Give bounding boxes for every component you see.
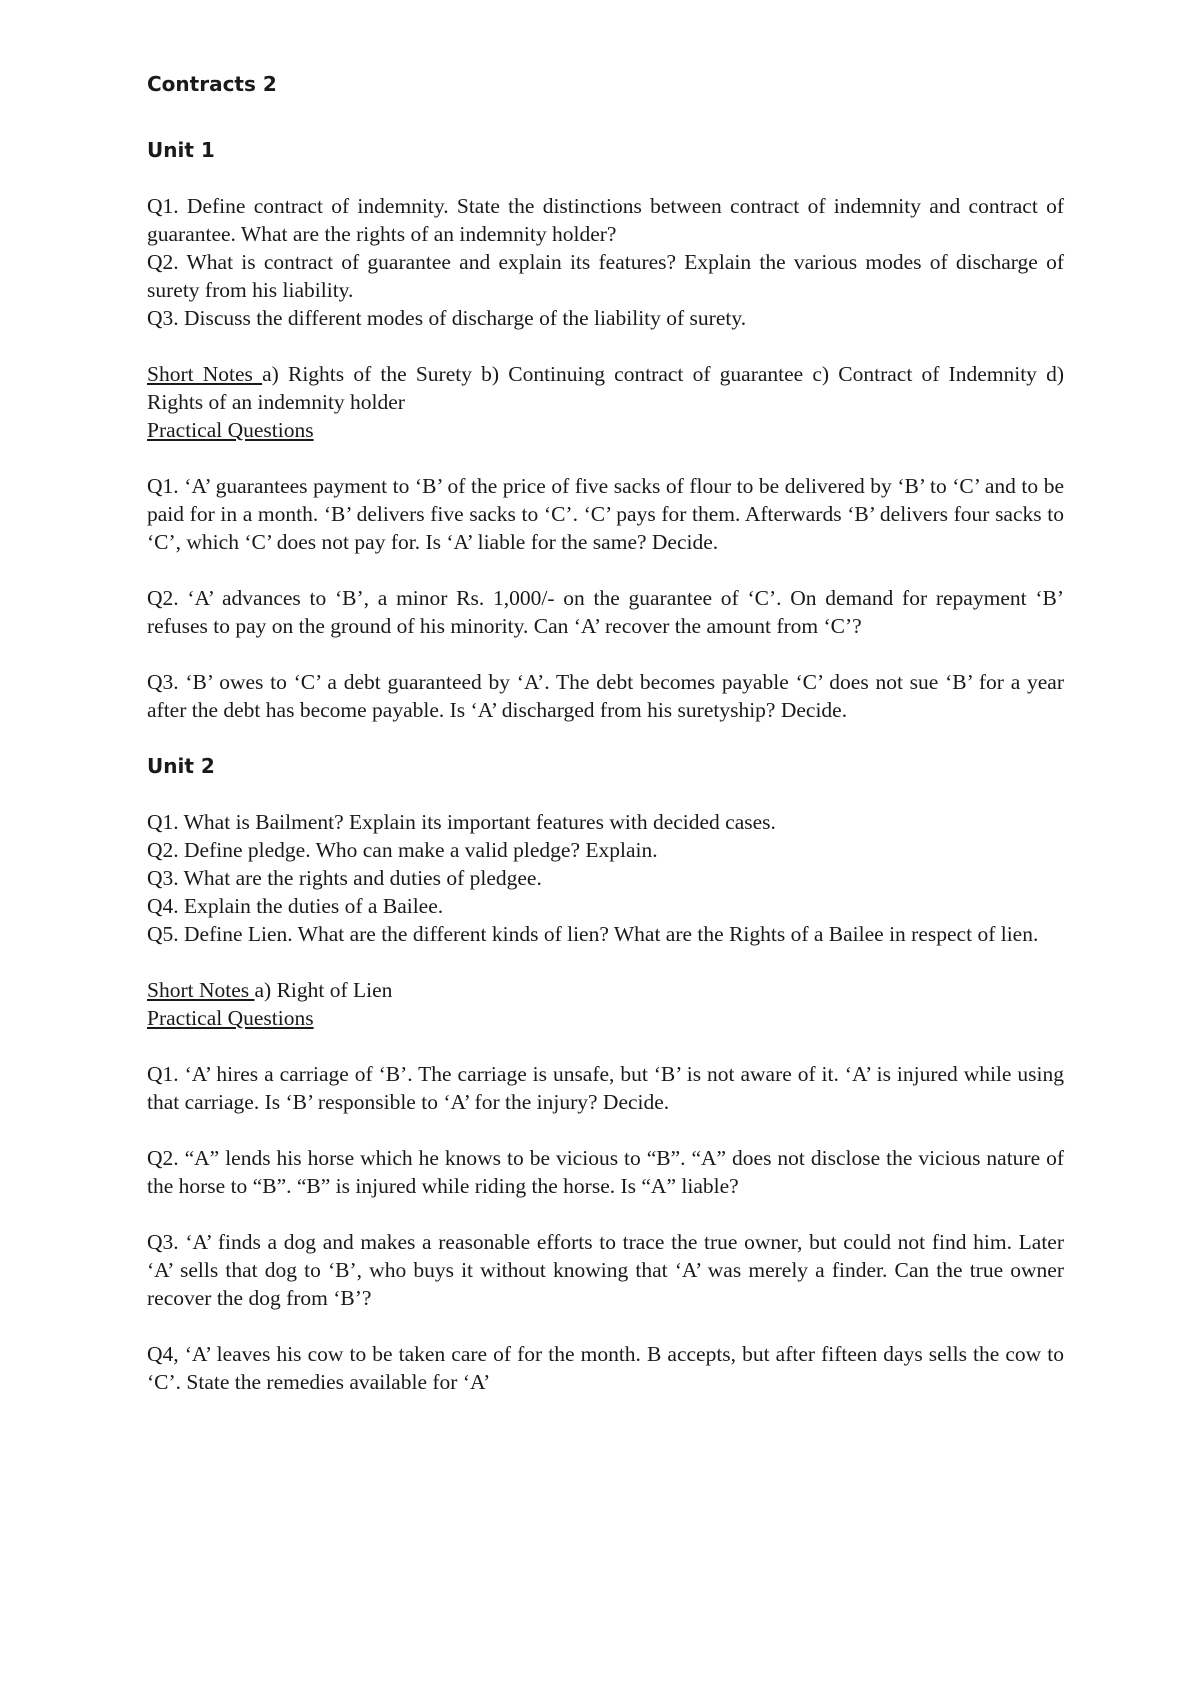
unit-1-short-notes [147,360,1064,416]
unit-1-practical-question-1: Q1. ‘A’ guarantees payment to ‘B’ of the price of five sacks of flour to be delivered by ‘B’ to ‘C’ and to be paid for in a month. ‘B’ delivers five sacks to ‘C’. ‘C’ pays for them. Afterwards ‘B’ delivers four sacks to ‘C’, which ‘C’ does not pay for. Is ‘A’ liable for the same? Decide. [147,474,1064,554]
unit-1-question-1: Q1. Define contract of indemnity. State the distinctions between contract of indemnity and contract of guarantee. What are the rights of an indemnity holder? [147,194,1064,246]
unit-2-practical-question-4: Q4, ‘A’ leaves his cow to be taken care of for the month. B accepts, but after fifteen days sells the cow to ‘C’. State the remedies available for ‘A’ [147,1342,1064,1394]
unit-2-short-notes [147,976,1064,1004]
unit-1-question-2: Q2. What is contract of guarantee and explain its features? Explain the various modes of discharge of surety from his liability. [147,250,1064,302]
unit-1-questions [147,192,1064,332]
unit-2-question-2: Q2. Define pledge. Who can make a valid pledge? Explain. [147,838,658,862]
unit-2-practical-label: Practical Questions [147,1006,314,1030]
unit-2-heading: Unit 2 [147,754,215,778]
unit-2-short-notes-text: a) Right of Lien [254,978,393,1002]
unit-2-practical-question-2: Q2. “A” lends his horse which he knows to be vicious to “B”. “A” does not disclose the vicious nature of the horse to “B”. “B” is injured while riding the horse. Is “A” liable? [147,1146,1064,1198]
unit-2-practical-question-3: Q3. ‘A’ finds a dog and makes a reasonable efforts to trace the true owner, but could not find him. Later ‘A’ sells that dog to ‘B’, who buys it without knowing that ‘A’ was merely a finder. Can the true owner recover the dog from ‘B’? [147,1230,1064,1310]
unit-1-practical-question-2: Q2. ‘A’ advances to ‘B’, a minor Rs. 1,000/- on the guarantee of ‘C’. On demand for repayment ‘B’ refuses to pay on the ground of his minority. Can ‘A’ recover the amount from ‘C’? [147,586,1064,638]
unit-2-question-4: Q4. Explain the duties of a Bailee. [147,894,444,918]
unit-2-question-3: Q3. What are the rights and duties of pledgee. [147,866,542,890]
unit-1-short-notes-label: Short Notes [147,362,263,386]
unit-1-practical-label: Practical Questions [147,418,314,442]
unit-2-question-5: Q5. Define Lien. What are the different kinds of lien? What are the Rights of a Bailee in respect of lien. [147,922,1039,946]
unit-1-practical-question-3: Q3. ‘B’ owes to ‘C’ a debt guaranteed by ‘A’. The debt becomes payable ‘C’ does not sue ‘B’ for a year after the debt has become payable. Is ‘A’ discharged from his suretyship? Decide. [147,670,1064,722]
unit-2-questions [147,808,1064,948]
unit-2-practical-question-1: Q1. ‘A’ hires a carriage of ‘B’. The carriage is unsafe, but ‘B’ is not aware of it. ‘A’ is injured while using that carriage. Is ‘B’ responsible to ‘A’ for the injury? Decide. [147,1062,1064,1114]
unit-2-short-notes-label: Short Notes [147,978,255,1002]
document-title: Contracts 2 [147,72,277,96]
unit-1-question-3: Q3. Discuss the different modes of discharge of the liability of surety. [147,306,747,330]
document-page [147,70,1064,1424]
unit-2-question-1: Q1. What is Bailment? Explain its important features with decided cases. [147,810,776,834]
unit-1-heading: Unit 1 [147,138,215,162]
unit-1-short-notes-text: a) Rights of the Surety b) Continuing contract of guarantee c) Contract of Indemnity d) Rights of an indemnity holder [147,362,1065,414]
